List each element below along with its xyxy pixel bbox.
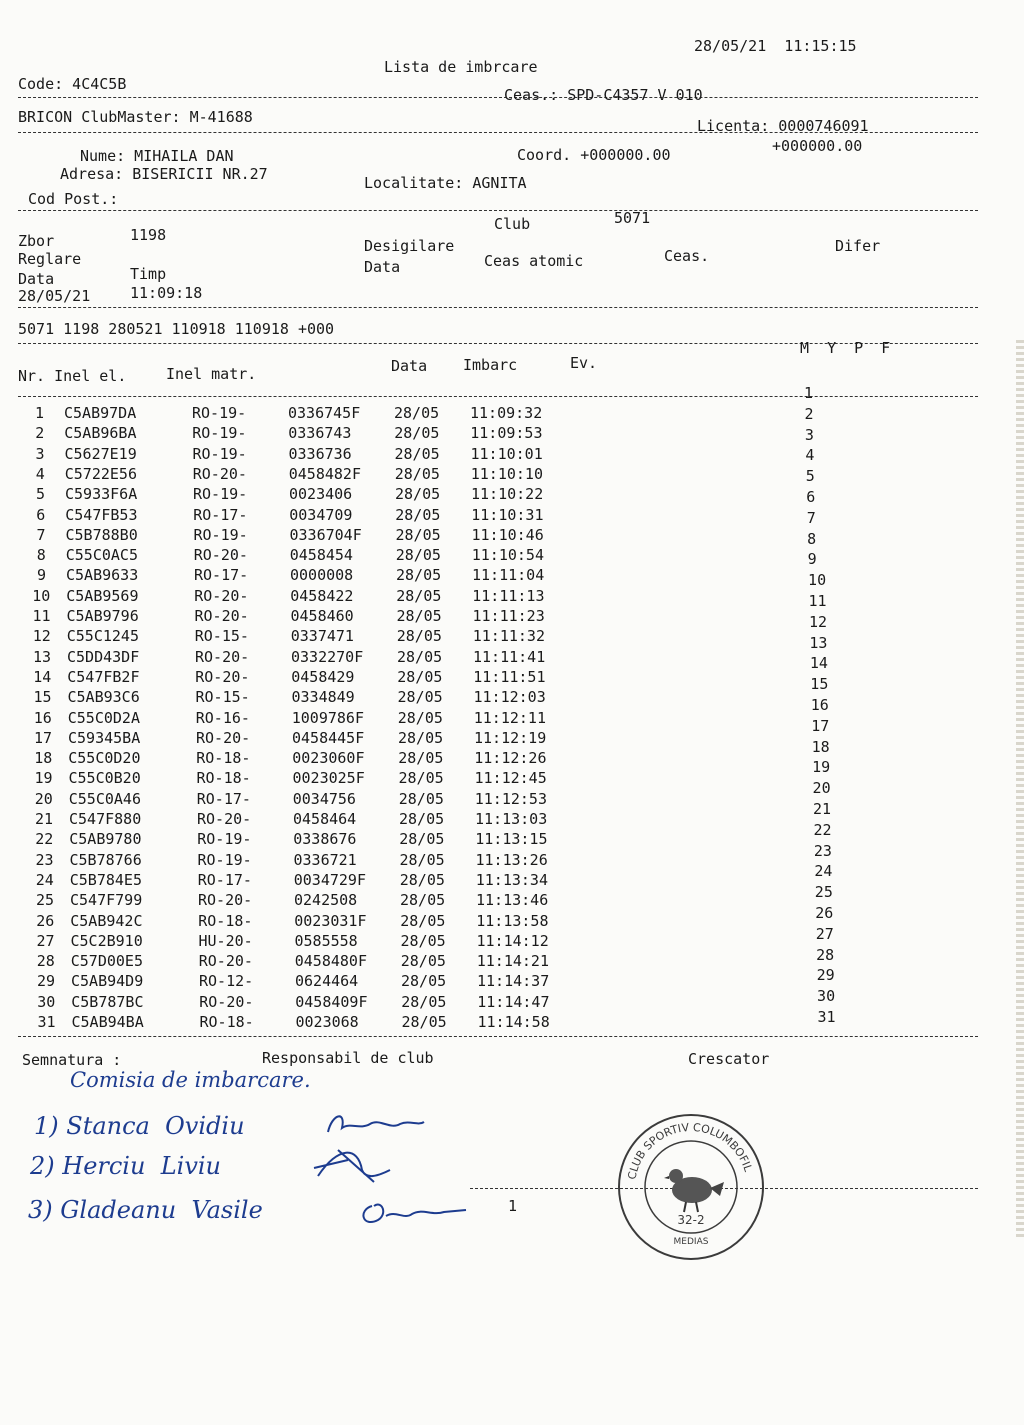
timp-label: Timp — [130, 265, 167, 283]
coord-label: Coord. +000000.00 — [517, 146, 671, 164]
cell-matr: 0023031F — [294, 911, 367, 930]
reglare-label: Reglare — [18, 250, 82, 268]
cell-time: 11:11:04 — [472, 566, 545, 585]
cell-nr: 9 — [36, 566, 46, 585]
m-value: 6 — [806, 488, 816, 506]
stamp-city: MEDIAS — [673, 1237, 709, 1247]
cell-matr: 1009786F — [291, 708, 364, 727]
cell-time: 11:10:54 — [471, 546, 544, 565]
cell-date: 28/05 — [399, 810, 445, 828]
cell-date: 28/05 — [399, 830, 445, 849]
cell-nr: 13 — [33, 647, 52, 666]
cell-pre: RO-18- — [198, 911, 253, 930]
cell-pre: RO-20- — [195, 647, 250, 666]
cell-nr: 18 — [34, 749, 53, 768]
cell-el: C5AB97DA — [64, 404, 137, 422]
difer-label: Difer — [835, 237, 881, 255]
cell-matr: 0624464 — [295, 972, 359, 991]
m-value: 1 — [804, 384, 814, 402]
cell-nr: 16 — [33, 708, 52, 727]
zbor-label: Zbor — [18, 232, 55, 250]
m-value: 23 — [813, 841, 832, 860]
cell-el: C55C1245 — [66, 627, 139, 646]
m-value: 2 — [804, 404, 814, 423]
cell-nr: 2 — [35, 424, 45, 443]
cell-time: 11:14:58 — [477, 1013, 550, 1031]
cell-pre: RO-20- — [197, 810, 252, 828]
cell-time: 11:13:15 — [475, 830, 548, 849]
cell-time: 11:10:31 — [471, 505, 544, 524]
cell-el: C55C0B20 — [68, 769, 141, 788]
cell-pre: RO-18- — [196, 769, 251, 788]
col-header-mypf: M Y P F — [800, 339, 891, 357]
cell-time: 11:13:03 — [475, 810, 548, 828]
cell-el: C5DD43DF — [67, 647, 140, 666]
cell-el: C5AB9569 — [66, 586, 139, 605]
cell-pre: RO-16- — [195, 708, 250, 727]
col-header-ev: Ev. — [570, 354, 598, 372]
cell-nr: 10 — [32, 586, 51, 605]
desigilare-label: Desigilare — [364, 237, 455, 255]
cell-date: 28/05 — [401, 992, 447, 1011]
cell-matr: 0000008 — [290, 566, 354, 585]
paper-edge — [1016, 340, 1024, 1240]
cell-el: C55C0AC5 — [65, 546, 138, 565]
cell-pre: RO-15- — [194, 627, 249, 646]
cell-el: C59345BA — [68, 728, 141, 747]
cell-el: C5B788B0 — [65, 525, 138, 544]
code-label: Code: 4C4C5B — [18, 75, 127, 93]
cell-el: C5722E56 — [64, 464, 137, 483]
m-value: 15 — [810, 675, 829, 694]
divider — [18, 1036, 978, 1037]
localitate-label: Localitate: AGNITA — [364, 174, 527, 192]
m-value: 22 — [813, 820, 832, 839]
cell-time: 11:12:53 — [474, 789, 547, 808]
cell-nr: 1 — [34, 404, 44, 422]
cell-nr: 20 — [34, 789, 53, 808]
m-value: 5 — [805, 467, 815, 486]
club-stamp — [616, 1112, 766, 1262]
cell-pre: RO-17- — [197, 870, 252, 889]
cell-el: C547F799 — [70, 891, 143, 910]
cell-matr: 0023406 — [289, 485, 353, 504]
cell-el: C55C0D2A — [67, 708, 140, 727]
zbor-value: 1198 — [130, 226, 167, 244]
cell-matr: 0336721 — [293, 850, 357, 869]
cell-pre: RO-15- — [195, 688, 250, 707]
semnatura-label: Semnatura : — [22, 1051, 122, 1069]
cell-matr: 0458409F — [295, 992, 368, 1011]
cell-time: 11:09:53 — [470, 424, 543, 443]
cell-date: 28/05 — [397, 708, 443, 727]
m-value: 21 — [813, 800, 832, 818]
stamp-ring-text: CLUB SPORTIV COLUMBOFIL — [625, 1120, 755, 1181]
col-header-imbarc: Imbarc — [463, 356, 518, 374]
cell-nr: 21 — [35, 810, 54, 828]
cell-date: 28/05 — [394, 444, 440, 463]
cell-pre: RO-19- — [192, 404, 247, 422]
cell-nr: 25 — [36, 891, 55, 910]
cell-matr: 0023025F — [292, 769, 365, 788]
cell-date: 28/05 — [400, 952, 446, 971]
cell-nr: 7 — [36, 525, 46, 544]
cell-time: 11:10:46 — [471, 525, 544, 544]
cell-date: 28/05 — [394, 424, 440, 443]
m-value: 16 — [810, 696, 829, 714]
divider — [18, 97, 978, 98]
m-value: 28 — [816, 945, 835, 964]
cell-matr: 0332270F — [291, 647, 364, 666]
reglare-data-label: Data — [18, 270, 55, 288]
print-datetime: 28/05/21 11:15:15 — [694, 37, 857, 55]
col-header-nr-inel-el: Nr. Inel el. — [18, 367, 127, 385]
cell-el: C5AB93C6 — [67, 688, 140, 707]
cell-el: C55C0D20 — [68, 749, 141, 768]
reglare-date: 28/05/21 — [18, 287, 91, 305]
cell-matr: 0023060F — [292, 749, 365, 768]
code-line: 5071 1198 280521 110918 110918 +000 — [18, 320, 335, 338]
licenta-label: Licenta: 0000746091 — [697, 117, 869, 135]
page-number: 1 — [508, 1197, 518, 1215]
cell-date: 28/05 — [395, 485, 441, 504]
m-value: 19 — [812, 758, 831, 777]
cell-matr: 0458482F — [288, 464, 361, 483]
cell-nr: 5 — [35, 485, 45, 504]
cell-el: C5AB942C — [70, 911, 143, 930]
cell-nr: 8 — [36, 546, 46, 565]
cell-date: 28/05 — [400, 931, 446, 950]
cell-matr: 0458454 — [289, 546, 353, 565]
cell-matr: 0458480F — [294, 952, 367, 971]
cell-el: C547FB2F — [67, 667, 140, 686]
handwritten-member-3: 3) Gladeanu Vasile — [28, 1196, 263, 1224]
cell-el: C5AB94BA — [71, 1013, 144, 1031]
cell-matr: 0334849 — [291, 688, 355, 707]
cell-time: 11:11:32 — [472, 627, 545, 646]
col-header-inel-matr: Inel matr. — [166, 365, 257, 383]
cell-time: 11:09:32 — [470, 404, 543, 422]
divider — [18, 210, 978, 211]
cell-date: 28/05 — [396, 586, 442, 605]
cell-pre: RO-17- — [196, 789, 251, 808]
signature-1 — [320, 1104, 430, 1144]
divider — [18, 396, 978, 397]
cell-matr: 0023068 — [295, 1013, 359, 1031]
cell-date: 28/05 — [399, 870, 445, 889]
cell-time: 11:11:41 — [473, 647, 546, 666]
cell-time: 11:12:26 — [474, 749, 547, 768]
cell-date: 28/05 — [394, 464, 440, 483]
cell-pre: RO-18- — [199, 1013, 254, 1031]
cell-pre: RO-20- — [195, 667, 250, 686]
m-value: 20 — [812, 779, 831, 798]
cell-pre: RO-20- — [196, 728, 251, 747]
crescator-label: Crescator — [688, 1050, 770, 1068]
cell-pre: RO-17- — [193, 505, 248, 524]
cell-matr: 0458445F — [292, 728, 365, 747]
cell-el: C5AB96BA — [64, 424, 137, 443]
cell-nr: 3 — [35, 444, 45, 463]
cell-date: 28/05 — [396, 627, 442, 646]
cell-date: 28/05 — [398, 749, 444, 768]
signature-3 — [352, 1186, 472, 1232]
m-value: 30 — [817, 987, 836, 1006]
cell-time: 11:10:22 — [471, 485, 544, 504]
col-header-data: Data — [391, 357, 428, 375]
cell-time: 11:14:21 — [476, 952, 549, 971]
cell-nr: 27 — [36, 931, 55, 950]
m-value: 27 — [815, 924, 834, 943]
cell-pre: RO-19- — [197, 850, 252, 869]
cell-time: 11:11:13 — [472, 586, 545, 605]
cell-el: C547FB53 — [65, 505, 138, 524]
cell-pre: RO-20- — [194, 586, 249, 605]
cell-time: 11:12:11 — [473, 708, 546, 727]
cell-nr: 14 — [33, 667, 52, 686]
cell-pre: RO-20- — [194, 607, 249, 625]
m-value: 12 — [808, 612, 827, 631]
m-value: 24 — [814, 862, 833, 881]
cell-nr: 17 — [34, 728, 53, 747]
m-value: 31 — [817, 1008, 836, 1026]
cell-date: 28/05 — [397, 667, 443, 686]
ceas-atomic-label: Ceas atomic — [484, 252, 584, 270]
handwritten-member-2: 2) Herciu Liviu — [30, 1152, 222, 1180]
document-title: Lista de imbrcare — [384, 58, 538, 76]
handwritten-commission: Comisia de imbarcare. — [70, 1068, 311, 1092]
cell-date: 28/05 — [397, 647, 443, 666]
cell-matr: 0458464 — [293, 810, 357, 828]
m-value: 18 — [811, 737, 830, 756]
cell-nr: 12 — [32, 627, 51, 646]
cell-time: 11:10:01 — [470, 444, 543, 463]
desigilare-data-label: Data — [364, 258, 401, 276]
clubmaster-label: BRICON ClubMaster: M-41688 — [18, 108, 253, 126]
cell-el: C5AB9780 — [69, 830, 142, 849]
nume-label: Nume: MIHAILA DAN — [80, 147, 234, 165]
cell-pre: RO-19- — [197, 830, 252, 849]
cell-nr: 23 — [35, 850, 54, 869]
m-value: 14 — [809, 654, 828, 673]
cell-nr: 22 — [35, 830, 54, 849]
cell-pre: RO-18- — [196, 749, 251, 768]
cell-time: 11:11:23 — [472, 607, 545, 625]
cell-matr: 0242508 — [294, 891, 358, 910]
adresa-label: Adresa: BISERICII NR.27 — [60, 165, 268, 183]
cell-pre: RO-20- — [192, 464, 247, 483]
pigeon-icon — [664, 1169, 724, 1212]
cell-matr: 0458422 — [290, 586, 354, 605]
cell-matr: 0034729F — [293, 870, 366, 889]
cell-time: 11:12:03 — [473, 688, 546, 707]
cell-date: 28/05 — [395, 546, 441, 565]
cell-el: C5C2B910 — [70, 931, 143, 950]
club-value: 5071 — [614, 209, 651, 227]
cell-time: 11:13:46 — [476, 891, 549, 910]
signature-2 — [308, 1140, 398, 1188]
cell-matr: 0458429 — [291, 667, 355, 686]
cell-el: C5933F6A — [65, 485, 138, 504]
cell-pre: RO-19- — [193, 485, 248, 504]
cell-date: 28/05 — [395, 525, 441, 544]
cell-pre: RO-17- — [194, 566, 249, 585]
club-label: Club — [494, 215, 531, 233]
cell-matr: 0336743 — [288, 424, 352, 443]
cell-time: 11:14:37 — [477, 972, 550, 991]
cell-matr: 0034756 — [292, 789, 356, 808]
cell-el: C5AB9796 — [66, 607, 139, 625]
divider — [18, 307, 978, 308]
reglare-time: 11:09:18 — [130, 284, 203, 302]
cell-matr: 0336745F — [288, 404, 361, 422]
handwritten-member-1: 1) Stanca Ovidiu — [34, 1112, 245, 1140]
stamp-number: 32-2 — [677, 1213, 705, 1227]
cell-date: 28/05 — [396, 607, 442, 625]
cell-nr: 11 — [32, 607, 51, 625]
cell-matr: 0336736 — [288, 444, 352, 463]
m-value: 29 — [816, 966, 835, 985]
cell-pre: RO-20- — [198, 891, 253, 910]
cell-matr: 0338676 — [293, 830, 357, 849]
cell-date: 28/05 — [394, 404, 440, 422]
cell-date: 28/05 — [395, 505, 441, 524]
cell-pre: HU-20- — [198, 931, 253, 950]
cell-date: 28/05 — [401, 1013, 447, 1031]
cell-pre: RO-20- — [193, 546, 248, 565]
m-value: 26 — [815, 904, 834, 922]
cell-time: 11:12:45 — [474, 769, 547, 788]
cell-date: 28/05 — [401, 972, 447, 991]
cell-pre: RO-19- — [192, 444, 247, 463]
m-value: 25 — [814, 883, 833, 902]
cell-nr: 6 — [36, 505, 46, 524]
m-value: 4 — [805, 446, 815, 465]
cell-el: C5AB9633 — [66, 566, 139, 585]
cell-nr: 19 — [34, 769, 53, 788]
ceas-label: Ceas.: SPD-C4357 V 010 — [504, 86, 703, 104]
cell-nr: 31 — [37, 1013, 56, 1031]
cell-date: 28/05 — [400, 891, 446, 910]
cell-matr: 0034709 — [289, 505, 353, 524]
cell-nr: 15 — [33, 688, 52, 707]
m-value: 3 — [804, 425, 814, 444]
m-value: 11 — [808, 592, 827, 610]
cell-nr: 30 — [37, 992, 56, 1011]
cell-el: C5B787BC — [71, 992, 144, 1011]
coord-value-2: +000000.00 — [772, 137, 863, 155]
cell-pre: RO-20- — [199, 992, 254, 1011]
cell-date: 28/05 — [399, 850, 445, 869]
cell-date: 28/05 — [400, 911, 446, 930]
cell-nr: 28 — [36, 952, 55, 971]
cell-date: 28/05 — [396, 566, 442, 585]
cell-nr: 29 — [37, 972, 56, 991]
m-value: 17 — [811, 716, 830, 735]
cell-nr: 24 — [35, 870, 54, 889]
cell-nr: 4 — [35, 464, 45, 483]
cell-date: 28/05 — [398, 769, 444, 788]
cell-pre: RO-19- — [192, 424, 247, 443]
cell-pre: RO-19- — [193, 525, 248, 544]
cell-date: 28/05 — [397, 688, 443, 707]
m-value: 8 — [807, 529, 817, 548]
cell-date: 28/05 — [398, 728, 444, 747]
m-value: 7 — [806, 508, 816, 527]
cell-matr: 0337471 — [290, 627, 354, 646]
cell-time: 11:13:34 — [475, 870, 548, 889]
cell-pre: RO-12- — [199, 972, 254, 991]
responsabil-label: Responsabil de club — [262, 1049, 434, 1067]
cell-el: C5AB94D9 — [71, 972, 144, 991]
m-value: 13 — [809, 633, 828, 652]
m-value: 10 — [808, 571, 827, 590]
cell-el: C55C0A46 — [68, 789, 141, 808]
cell-matr: 0458460 — [290, 607, 354, 625]
cell-el: C5B78766 — [69, 850, 142, 869]
cell-time: 11:12:19 — [474, 728, 547, 747]
cell-time: 11:14:47 — [477, 992, 550, 1011]
cell-el: C5B784E5 — [69, 870, 142, 889]
m-value: 9 — [807, 550, 817, 569]
cell-el: C5627E19 — [64, 444, 137, 463]
cell-time: 11:10:10 — [470, 464, 543, 483]
ceas-col-label: Ceas. — [664, 247, 710, 265]
cell-date: 28/05 — [398, 789, 444, 808]
cell-pre: RO-20- — [198, 952, 253, 971]
cell-time: 11:13:58 — [476, 911, 549, 930]
cell-el: C57D00E5 — [70, 952, 143, 971]
cell-el: C547F880 — [69, 810, 142, 828]
cod-post-label: Cod Post.: — [28, 190, 119, 208]
cell-time: 11:11:51 — [473, 667, 546, 686]
cell-nr: 26 — [36, 911, 55, 930]
cell-time: 11:13:26 — [475, 850, 548, 869]
cell-time: 11:14:12 — [476, 931, 549, 950]
cell-matr: 0336704F — [289, 525, 362, 544]
cell-matr: 0585558 — [294, 931, 358, 950]
